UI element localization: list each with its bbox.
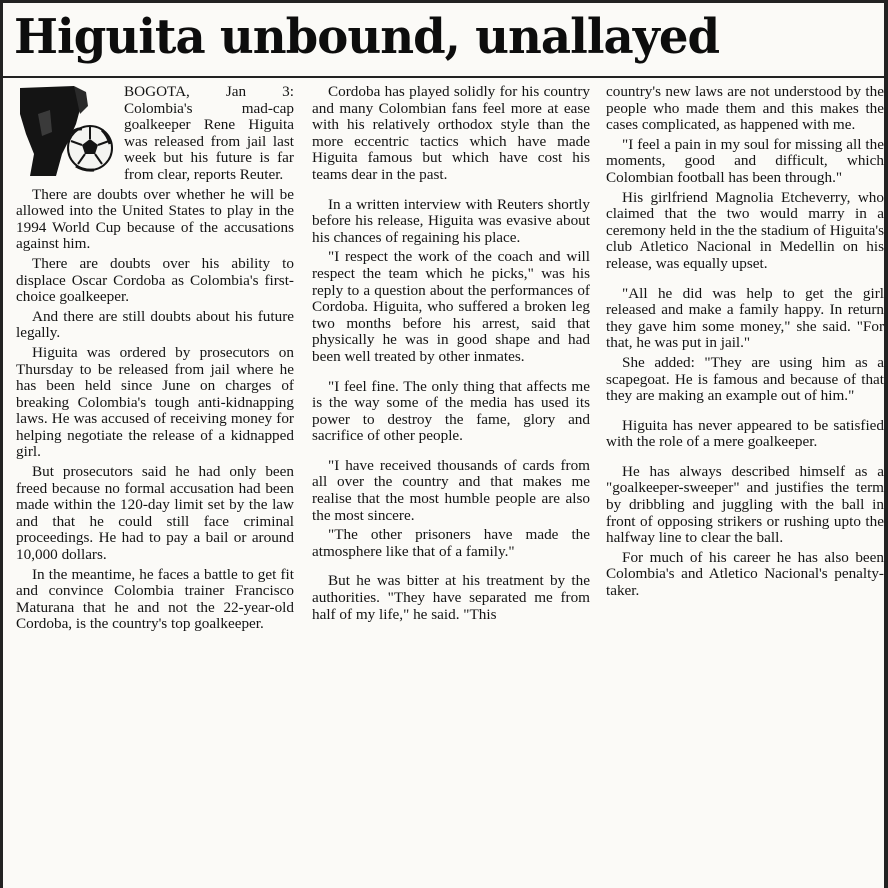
paragraph: BOGOTA, Jan 3: Colombia's mad-cap goalkeeper Rene Higuita was released from jail last week but his future is far from clear, reports Reuter. xyxy=(124,84,294,183)
paragraph: "I have received thousands of cards from all over the country and that makes me realise that the most humble people are also the most sincere. xyxy=(312,456,590,524)
paragraph: Cordoba has played solidly for his country and many Colombian fans feel more at ease with his relatively orthodox style than the more eccentric tactics which have made Higuita famous but which have cost his teams dear in the past. xyxy=(312,84,590,183)
paragraph: country's new laws are not understood by the people who made them and this makes the cases complicated, as happened with me. xyxy=(606,84,884,134)
article-column-3 xyxy=(606,84,884,884)
article-column-2 xyxy=(312,84,590,884)
paragraph: But he was bitter at his treatment by the authorities. "They have separated me from half of my life," he said. "This xyxy=(312,572,590,623)
paragraph: "All he did was help to get the girl released and make a family happy. In return they gave him some money," she said. "For that, he was put in jail." xyxy=(606,284,884,352)
paragraph: He has always described himself as a "goalkeeper-sweeper" and justifies the term by dribbling and juggling with the ball in front of opposing strikers or rushing upto the halfway line to clear the ball. xyxy=(606,462,884,547)
frame-right-border xyxy=(884,0,888,888)
paragraph: There are doubts over whether he will be allowed into the United States to play in the 1994 World Cup because of the accusations against him. xyxy=(16,185,294,253)
frame-left-border xyxy=(0,0,3,888)
paragraph: "I feel a pain in my soul for missing all the moments, good and difficult, which Colombian football has been through." xyxy=(606,135,884,186)
paragraph: His girlfriend Magnolia Etcheverry, who claimed that the two would marry in a ceremony held in the the stadium of Higuita's club Atletico Nacional in Medellin on his release, was equally upset. xyxy=(606,188,884,272)
paragraph: In the meantime, he faces a battle to get fit and convince Colombia trainer Francisco Maturana that he and not the 22-year-old Cordoba, is the country's top goalkeeper. xyxy=(16,565,294,633)
paragraph: There are doubts over his ability to displace Oscar Cordoba as Colombia's first-choice goalkeeper. xyxy=(16,254,294,306)
paragraph: "I respect the work of the coach and will respect the team which he picks," was his reply to a question about the performances of Cordoba. Higuita, who suffered a broken leg two months before his arrest, said that physically he was in good shape and had been well treated by other inmates. xyxy=(312,248,590,365)
paragraph: "I feel fine. The only thing that affects me is the way some of the media has used its power to destroy the fame, glory and sacrifice of other people. xyxy=(312,377,590,445)
paragraph: Higuita has never appeared to be satisfied with the role of a mere goalkeeper. xyxy=(606,416,884,451)
article-column-1 xyxy=(16,84,294,884)
paragraph: She added: "They are using him as a scapegoat. He is famous and because of that they are making an example out of him." xyxy=(606,353,884,405)
paragraph: In a written interview with Reuters shortly before his release, Higuita was evasive about his chances of regaining his place. xyxy=(312,195,590,246)
headline-rule xyxy=(3,76,884,78)
paragraph: And there are still doubts about his future legally. xyxy=(16,307,294,342)
paragraph: For much of his career he has also been Colombia's and Atletico Nacional's penalty-taker. xyxy=(606,548,884,600)
headline: Higuita unbound, unallayed xyxy=(14,9,720,65)
paragraph: But prosecutors said he had only been freed because no formal accusation had been made within the 120-day limit set by the law and that he could still face criminal proceedings. He had to pay a bail or around 10,000 dollars. xyxy=(16,463,294,564)
goalkeeper-photo-icon xyxy=(16,84,116,179)
paragraph: "The other prisoners have made the atmosphere like that of a family." xyxy=(312,526,590,560)
paragraph: Higuita was ordered by prosecutors on Thursday to be released from jail where he has been held since June on charges of breaking Colombia's tough anti-kidnapping laws. He was accused of receiving money for helping negotiate the release of a kidnapped girl. xyxy=(16,343,294,461)
